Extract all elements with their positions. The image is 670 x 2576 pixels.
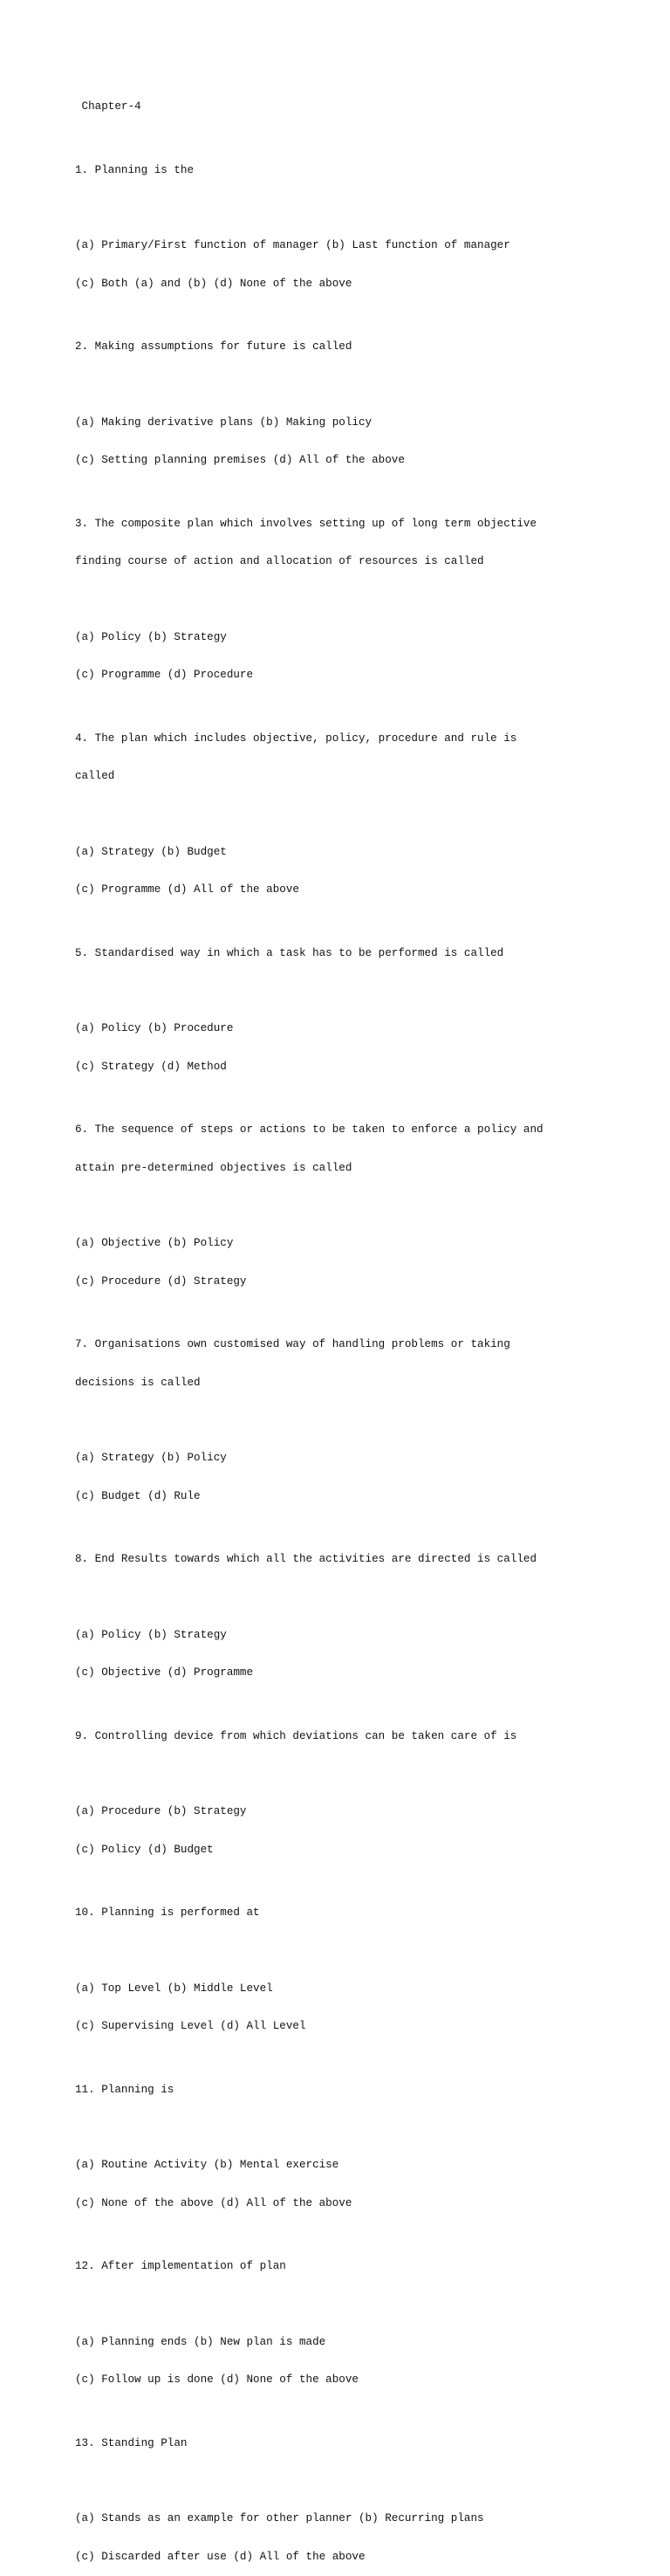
question-text: 9. Controlling device from which deviations can be taken care of is (75, 1729, 517, 1742)
question-text: 2. Making assumptions for future is called (75, 340, 352, 353)
answer-options: (c) Discarded after use (d) All of the above (75, 2550, 366, 2563)
answer-options: (c) Follow up is done (d) None of the above (75, 2373, 359, 2386)
question-text: 12. After implementation of plan (75, 2260, 286, 2272)
question-text: decisions is called (75, 1376, 201, 1389)
answer-options: (c) Programme (d) All of the above (75, 883, 299, 896)
question-text: 3. The composite plan which involves setting up of long term objective (75, 517, 537, 530)
question-text: 7. Organisations own customised way of handling problems or taking (75, 1338, 510, 1350)
answer-options: (a) Policy (b) Strategy (75, 1628, 227, 1641)
answer-options: (c) Objective (d) Programme (75, 1666, 254, 1679)
answer-options: (c) Procedure (d) Strategy (75, 1274, 247, 1288)
answer-options: (c) Both (a) and (b) (d) None of the above (75, 277, 352, 290)
answer-options: (c) None of the above (d) All of the above (75, 2196, 352, 2209)
question-text: 5. Standardised way in which a task has to be performed is called (75, 946, 504, 959)
answer-options: (a) Policy (b) Strategy (75, 630, 227, 643)
question-text: 1. Planning is the (75, 163, 195, 176)
answer-options: (a) Objective (b) Policy (75, 1237, 234, 1249)
answer-options: (a) Policy (b) Procedure (75, 1022, 234, 1034)
question-text: 11. Planning is (75, 2083, 174, 2096)
answer-options: (a) Planning ends (b) New plan is made (75, 2335, 326, 2348)
chapter-heading: Chapter-4 (75, 100, 141, 113)
answer-options: (a) Strategy (b) Policy (75, 1452, 227, 1464)
question-text: 6. The sequence of steps or actions to be taken to enforce a policy and (75, 1123, 544, 1136)
answer-options: (a) Making derivative plans (b) Making policy (75, 416, 373, 429)
question-text: finding course of action and allocation of resources is called (75, 555, 484, 567)
answer-options: (c) Supervising Level (d) All Level (75, 2020, 306, 2032)
answer-options: (c) Strategy (d) Method (75, 1060, 227, 1073)
answer-options: (c) Setting planning premises (d) All of the above (75, 454, 405, 466)
question-text: called (75, 770, 115, 782)
document-page (75, 75, 660, 2576)
question-text: attain pre-determined objectives is called (75, 1161, 352, 1174)
answer-options: (c) Policy (d) Budget (75, 1843, 214, 1856)
answer-options: (a) Primary/First function of manager (b) Last function of manager (75, 239, 510, 251)
answer-options: (a) Stands as an example for other planner (b) Recurring plans (75, 2512, 484, 2524)
answer-options: (a) Procedure (b) Strategy (75, 1805, 247, 1817)
question-text: 4. The plan which includes objective, policy, procedure and rule is (75, 732, 517, 745)
answer-options: (a) Strategy (b) Budget (75, 845, 227, 858)
question-text: 8. End Results towards which all the activities are directed is called (75, 1553, 537, 1565)
answer-options: (a) Top Level (b) Middle Level (75, 1982, 273, 1995)
answer-options: (c) Budget (d) Rule (75, 1489, 201, 1502)
answer-options: (c) Programme (d) Procedure (75, 669, 254, 681)
answer-options: (a) Routine Activity (b) Mental exercise (75, 2159, 339, 2171)
question-text: 13. Standing Plan (75, 2436, 188, 2449)
question-text: 10. Planning is performed at (75, 1906, 260, 1919)
